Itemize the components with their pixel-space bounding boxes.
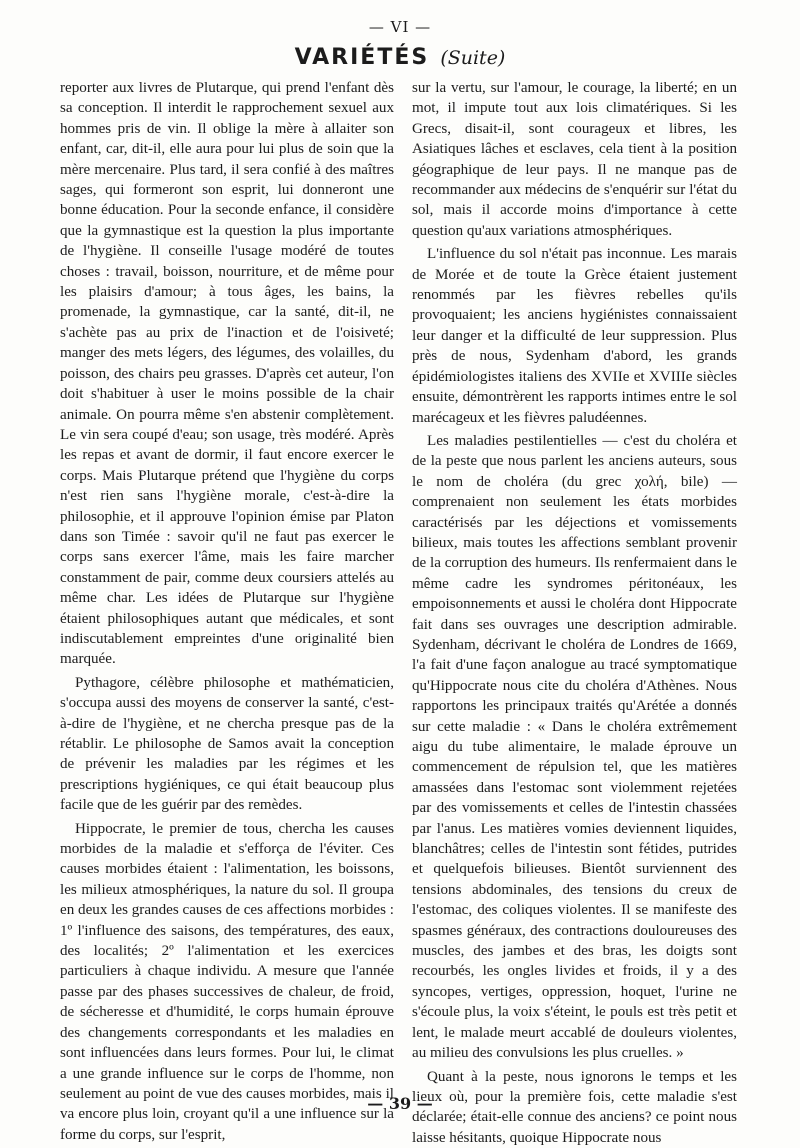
paragraph: Quant à la peste, nous ignorons le temps et les lieux où, pour la première fois, cette maladie s'est déclarée; était-elle connue des anciens? ce point nous laisse hésitants, quoique Hippocrate nous <box>412 1067 737 1148</box>
paragraph: Les maladies pestilentielles — c'est du choléra et de la peste que nous parlent les anciens auteurs, sous le nom de choléra (du grec χολή, bile) — comprenaient non seulement les états morbides caractérisés par les déjections et vomissements bilieux, mais toutes les affections semblant provenir de la corruption des humeurs. Ils renfermaient dans le même cadre les syndromes péritonéaux, les empoisonnements et aussi le choléra dont Hippocrate fait dans ses ouvrages une description admirable. Sydenham, décrivant le choléra de Londres de 1669, l'a fait d'une façon analogue au tracé symptomatique qu'Hippocrate nous cite du choléra d'Athènes. Nous rapportons les principaux traités qu'Arétée a donnés sur cette maladie : « Dans le choléra extrêmement aigu du tube alimentaire, le malade éprouve un commencement de répulsion tel, que les matières amassées dans l'estomac sont violemment rejetées par des vomissements et celles de l'intestin chassées par l'anus. Les matières vomies deviennent liquides, blanchâtres; celles de l'intestin sont fétides, putrides et quelquefois bilieuses. Bientôt surviennent des tensions abdominales, des tensions du creux de l'estomac, des coliques violentes. Il se manifeste des spasmes généraux, des contractions douloureuses des muscles, des jambes et des bras, les doigts sont recourbés, les ongles livides et froids, il y a des syncopes, vertiges, oppression, hoquet, l'urine ne s'écoule plus, la voix s'éteint, le pouls est très petit et lent, le malade meurt accablé de douleurs violentes, au milieu des convulsions les plus cruelles. » <box>412 431 737 1064</box>
section-title: VARIÉTÉS <box>295 45 430 70</box>
paragraph: Pythagore, célèbre philosophe et mathématicien, s'occupa aussi des moyens de conserver la santé, c'est-à-dire de l'hygiène, et ne chercha presque pas de la rétablir. Le philosophe de Samos avait la conception de prévenir les maladies par les régimes et les prescriptions hygiéniques, ce qui était beaucoup plus facile que de les guérir par des remèdes. <box>60 673 394 816</box>
page-number: — 39 — <box>0 1094 800 1113</box>
right-column <box>412 78 737 1088</box>
paragraph: reporter aux livres de Plutarque, qui prend l'enfant dès sa conception. Il interdit le rapprochement sexuel aux hommes pris de vin. Il oblige la mère à allaiter son enfant, car, dit-il, elle aura pour lui plus de soin que la mère mercenaire. Plus tard, il sera confié à des maîtres sages, qui formeront son esprit, lui donneront une bonne éducation. Pour la seconde enfance, il considère que la gymnastique est la question la plus importante de l'hygiène. Il conseille l'usage modéré de toutes choses : travail, boisson, nourriture, et de même pour les plaisirs d'amour; à tous âges, les bains, la promenade, la gymnastique, car la santé, dit-il, ne s'achète pas au prix de l'inaction et de l'oisiveté; manger des mets légers, des légumes, des volailles, du poisson, des chairs peu grasses. D'après cet auteur, l'on doit s'habituer à user le moins possible de la chair animale. On pourra même s'en abstenir complètement. Le vin sera coupé d'eau; son usage, très modéré. Après les repas et avant de dormir, il faut encore exercer le corps. Mais Plutarque prétend que l'hygiène du corps n'est rien sans l'hygiène morale, c'est-à-dire la philosophie, et il approuve l'opinion émise par Platon dans son Timée : savoir qu'il ne faut pas exercer le corps sans exercer l'âme, mais les faire marcher constamment de pair, comme deux coursiers attelés au même char. Les idées de Plutarque sur l'hygiène étaient philosophiques autant que médicales, et sont indiscutablement empreintes d'une originalité bien marquée. <box>60 78 394 670</box>
section-header <box>0 45 800 70</box>
paragraph: L'influence du sol n'était pas inconnue. Les marais de Morée et de toute la Grèce étaient justement renommés par les fièvres rebelles qu'ils provoquaient; les anciens hygiénistes connaissaient leur danger et la difficulté de leur suppression. Plus près de nous, Sydenham d'abord, les grands épidémiologistes italiens des XVIIe et XVIIIe siècles ensuite, démontrèrent les rapports intimes entre le sol marécageux et les fièvres paludéennes. <box>412 244 737 428</box>
paragraph: sur la vertu, sur l'amour, le courage, la liberté; en un mot, il impute tout aux lois climatériques. Si les Grecs, disait-il, sont courageux et libres, les Asiatiques lâches et esclaves, cela tient à la position géographique de leur pays. Il ne manque pas de recommander aux médecins de s'enquérir sur l'état du sol, mais il accorde moins d'importance à cette question qu'aux variations atmosphériques. <box>412 78 737 241</box>
section-subtitle: (Suite) <box>440 47 505 69</box>
paragraph: Hippocrate, le premier de tous, chercha les causes morbides de la maladie et s'efforça de l'éviter. Ces causes morbides étaient : l'alimentation, les boissons, les milieux atmosphériques, la nature du sol. Il groupa en deux les grandes causes de ces affections morbides : 1º l'influence des saisons, des températures, des eaux, des localités; 2º l'alimentation et les exercices particuliers à chaque individu. A mesure que l'année passe par des phases successives de chaleur, de froid, de sécheresse et d'humidité, le corps humain éprouve des changements correspondants et les maladies en sont influencées dans leurs formes. Pour lui, le climat a une grande influence sur le corps de l'homme, non seulement au point de vue des causes morbides, mais il va encore plus loin, croyant qu'il a une influence sur la forme du corps, sur l'esprit, <box>60 819 394 1146</box>
page-number-roman: — VI — <box>0 18 800 36</box>
left-column <box>60 78 394 1088</box>
